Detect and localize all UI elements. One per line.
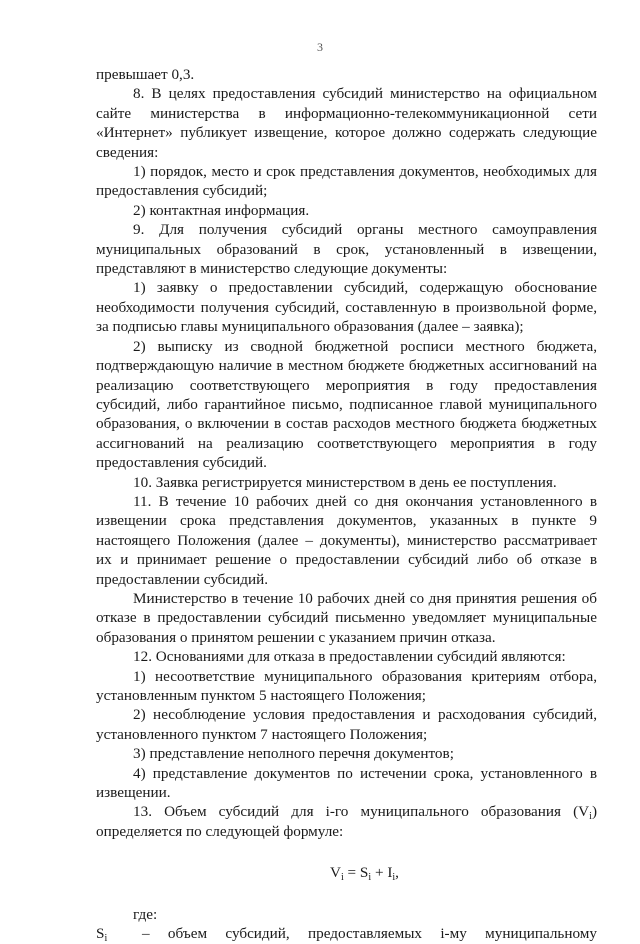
paragraph-8: 8. В целях предоставления субсидий министерство на официальном сайте министерства в информационно-телекоммуникационной сети «Интернет» публикует извещение, которое должно содержать следующие сведения: — [96, 85, 597, 161]
definition-term-subscript: i — [104, 933, 108, 944]
formula-term-i: I — [387, 864, 393, 882]
formula-term-s-subscript: i — [368, 872, 372, 884]
definition-s — [96, 924, 597, 943]
paragraph-12: 12. Основаниями для отказа в предоставлении субсидий являются: — [133, 648, 566, 666]
formula-lhs: V — [330, 864, 341, 882]
paragraph-12-item-3: 3) представление неполного перечня документов; — [133, 745, 454, 763]
paragraph-11-continued: Министерство в течение 10 рабочих дней со дня принятия решения об отказе в предоставлении субсидий письменно уведомляет муниципальные образования о принятом решении с указанием причин отказа. — [96, 589, 597, 646]
paragraph-13 — [96, 802, 597, 841]
document-body — [96, 65, 597, 943]
paragraph-8-item-2: 2) контактная информация. — [133, 201, 310, 219]
formula-term-i-subscript: i — [392, 872, 396, 884]
paragraph-10: 10. Заявка регистрируется министерством в день ее поступления. — [133, 473, 557, 491]
definition-term — [96, 924, 142, 943]
subsidy-formula — [96, 863, 597, 882]
formula-plus: + — [371, 864, 388, 882]
where-label: где: — [133, 905, 158, 923]
paragraph-13-text: 13. Объем субсидий для i-го муниципального образования (V — [133, 803, 590, 821]
paragraph-9-item-2: 2) выписку из сводной бюджетной росписи местного бюджета, подтверждающую наличие в местном бюджете бюджетных ассигнований на реализацию соответствующего мероприятия в году предоставления субсидий, либо гарантийное письмо, подписанное главой муниципального образования, о включении в состав расходов местного бюджета бюджетных ассигнований на реализацию соответствующего мероприятия в году предоставления субсидий. — [96, 337, 597, 472]
paragraph-12-item-2: 2) несоблюдение условия предоставления и расходования субсидий, установленного пунктом 7 настоящего Положения; — [96, 706, 597, 743]
formula-term-s: S — [359, 864, 369, 882]
paragraph-9: 9. Для получения субсидий органы местного самоуправления муниципальных образований в срок, установленный в извещении, представляют в министерство следующие документы: — [96, 221, 597, 278]
definition-text: – объем субсидий, предоставляемых i-му муниципальному — [142, 925, 597, 943]
paragraph-continuation: превышает 0,3. — [96, 66, 195, 83]
page-number: 3 — [317, 40, 323, 54]
formula-end: , — [395, 864, 399, 882]
definition-term-letter: S — [96, 925, 105, 943]
paragraph-12-item-1: 1) несоответствие муниципального образования критериям отбора, установленным пунктом 5 настоящего Положения; — [96, 667, 597, 704]
formula-lhs-subscript: i — [340, 872, 344, 884]
paragraph-9-item-1: 1) заявку о предоставлении субсидий, содержащую обоснование необходимости получения субсидий, составленную в произвольной форме, за подписью главы муниципального образования (далее – заявка); — [96, 279, 597, 336]
formula-equals: = — [343, 864, 360, 882]
paragraph-13-subscript: i — [589, 811, 592, 823]
paragraph-13-tail: ) определяется по следующей формуле: — [96, 803, 597, 840]
paragraph-11: 11. В течение 10 рабочих дней со дня окончания установленного в извещении срока представления документов, указанных в пункте 9 настоящего Положения (далее – документы), министерство рассматривает их и принимает решение о предоставлении субсидий либо об отказе в предоставлении субсидий. — [96, 492, 597, 588]
paragraph-8-item-1: 1) порядок, место и срок представления документов, необходимых для предоставления субсидий; — [96, 163, 597, 200]
paragraph-12-item-4: 4) представление документов по истечении срока, установленного в извещении. — [96, 764, 597, 802]
